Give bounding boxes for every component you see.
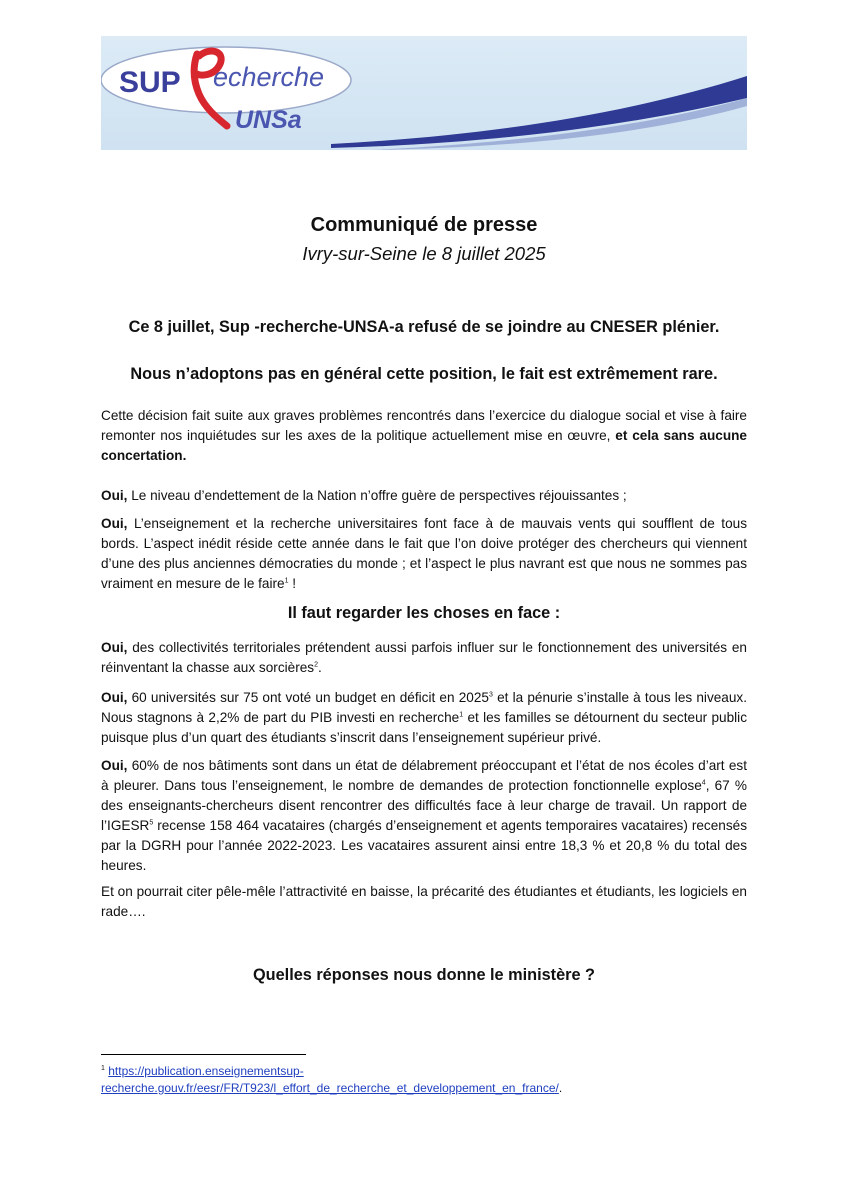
batiments-text-b: , 67 % des enseignants-chercheurs disent rencontrer des difficultés face à leur charge de travail. Un rapport de l’IGESR xyxy=(101,778,747,833)
footnote-number: 1 xyxy=(101,1065,105,1072)
collectivites-end: . xyxy=(318,660,322,675)
universites-text-c: et les familles se détournent du secteur public puisque plus d’un quart des étudiants s’inscrit dans l’enseignement supérieur privé. xyxy=(101,710,747,745)
footnote-ref: 2 xyxy=(314,661,318,669)
footnote-ref: 4 xyxy=(701,779,706,787)
footnote-end: . xyxy=(558,1081,563,1095)
logo-sup: SUP xyxy=(119,66,181,99)
footnote-ref: 1 xyxy=(284,577,289,585)
section-title: Il faut regarder les choses en face : xyxy=(287,604,561,622)
footnote-ref: 3 xyxy=(488,691,493,699)
teaching-end: ! xyxy=(288,576,297,591)
logo-unsa: UNSa xyxy=(235,106,302,134)
headline-1: Ce 8 juillet, Sup -recherche-UNSA-a refusé de se joindre au CNESER plénier. xyxy=(128,318,720,336)
logo-recherche: echerche xyxy=(213,62,325,92)
collectivites-text: des collectivités territoriales prétendent aussi parfois influer sur le fonctionnement des universités en réinventant la chasse aux sorcières xyxy=(101,640,747,675)
page-title: Communiqué de presse xyxy=(310,214,538,236)
oui-label: Oui, xyxy=(101,690,128,705)
paragraph-collectivites xyxy=(101,638,747,678)
paragraph-universites xyxy=(101,688,747,748)
oui-label: Oui, xyxy=(101,488,128,503)
footnote-separator xyxy=(101,1054,306,1055)
footnote-link-line2: recherche.gouv.fr/eesr/FR/T923/l_effort_de_recherche_et_developpement_en_france/ xyxy=(101,1081,559,1095)
paragraph-batiments xyxy=(101,756,747,876)
footnote xyxy=(101,1063,701,1097)
oui-label: Oui, xyxy=(101,758,128,773)
footnote-ref: 5 xyxy=(149,819,154,827)
oui-label: Oui, xyxy=(101,516,128,531)
footnote-link[interactable] xyxy=(101,1064,559,1095)
intro-bold: et cela sans aucune concertation. xyxy=(101,428,747,463)
batiments-text-c: recense 158 464 vacataires (chargés d’enseignement et agents temporaires vacataires) recensés par la DGRH pour l’année 2022-2023. Les vacataires assurent ainsi entre 18,3 % et 20,8 % du total des heures. xyxy=(101,818,747,873)
logo-graphic xyxy=(101,36,747,150)
question-heading: Quelles réponses nous donne le ministère ? xyxy=(253,966,595,984)
oui-label: Oui, xyxy=(101,640,128,655)
footnote-link-line1: https://publication.enseignementsup- xyxy=(108,1064,304,1078)
universites-text-b: et la pénurie s’installe à tous les niveaux. Nous stagnons à 2,2% de part du PIB investi en recherche xyxy=(101,690,747,725)
header-banner xyxy=(101,36,747,150)
paragraph-debt xyxy=(101,486,747,506)
headline-2: Nous n’adoptons pas en général cette position, le fait est extrêmement rare. xyxy=(130,365,718,383)
footnote-ref: 1 xyxy=(459,711,464,719)
batiments-text-a: 60% de nos bâtiments sont dans un état de délabrement préoccupant et l’état de nos écoles d’art est à pleurer. Dans tous l’enseignement, le nombre de demandes de protection fonctionnelle explose xyxy=(101,758,747,793)
teaching-text: L’enseignement et la recherche universitaires font face à de mauvais vents qui soufflent de tous bords. L’aspect inédit réside cette année dans le fait que l’on doive protéger des chercheurs qui viennent d’une des plus anciennes démocraties du monde ; et l’aspect le plus navrant est que nous ne sommes pas vraiment en mesure de le faire xyxy=(101,516,747,591)
debt-text: Le niveau d’endettement de la Nation n’offre guère de perspectives réjouissantes ; xyxy=(127,488,627,503)
intro-text: Cette décision fait suite aux graves problèmes rencontrés dans l’exercice du dialogue social et vise à faire remonter nos inquiétudes sur les axes de la politique actuellement mise en œuvre, xyxy=(101,408,747,443)
universites-text-a: 60 universités sur 75 ont voté un budget en déficit en 2025 xyxy=(127,690,489,705)
page-subtitle: Ivry-sur-Seine le 8 juillet 2025 xyxy=(302,243,546,264)
paragraph-teaching xyxy=(101,514,747,594)
paragraph-conclusion: Et on pourrait citer pêle-mêle l’attractivité en baisse, la précarité des étudiantes et étudiants, les logiciels en rade…. xyxy=(101,884,747,919)
intro-paragraph xyxy=(101,406,747,466)
